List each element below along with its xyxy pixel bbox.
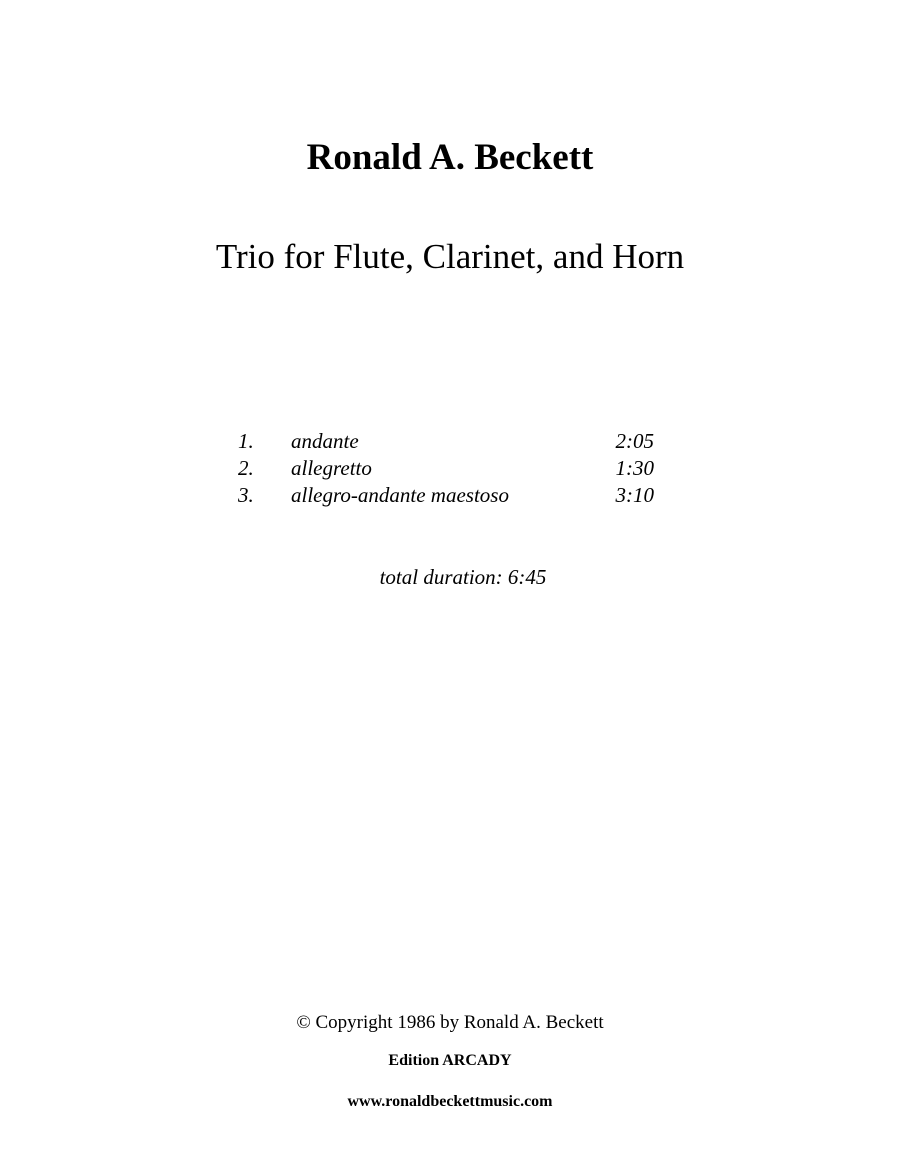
movement-row	[236, 455, 656, 482]
movement-name: allegretto	[291, 456, 372, 480]
work-title: Trio for Flute, Clarinet, and Horn	[215, 237, 685, 276]
movement-row	[236, 482, 656, 509]
movement-name: andante	[291, 429, 359, 453]
movement-duration: 1:30	[615, 456, 654, 480]
movement-number: 2.	[238, 456, 254, 480]
movement-row	[236, 428, 656, 455]
movement-number: 3.	[238, 483, 254, 507]
copyright-notice: © Copyright 1986 by Ronald A. Beckett	[296, 1012, 604, 1033]
movement-duration: 2:05	[615, 429, 654, 453]
movement-name: allegro-andante maestoso	[291, 483, 509, 507]
total-duration: total duration: 6:45	[379, 565, 547, 589]
movement-list	[236, 428, 656, 509]
publisher-name: Edition ARCADY	[388, 1052, 512, 1069]
movement-duration: 3:10	[615, 483, 654, 507]
composer-name: Ronald A. Beckett	[306, 137, 594, 178]
website-url: www.ronaldbeckettmusic.com	[347, 1093, 553, 1110]
movement-number: 1.	[238, 429, 254, 453]
